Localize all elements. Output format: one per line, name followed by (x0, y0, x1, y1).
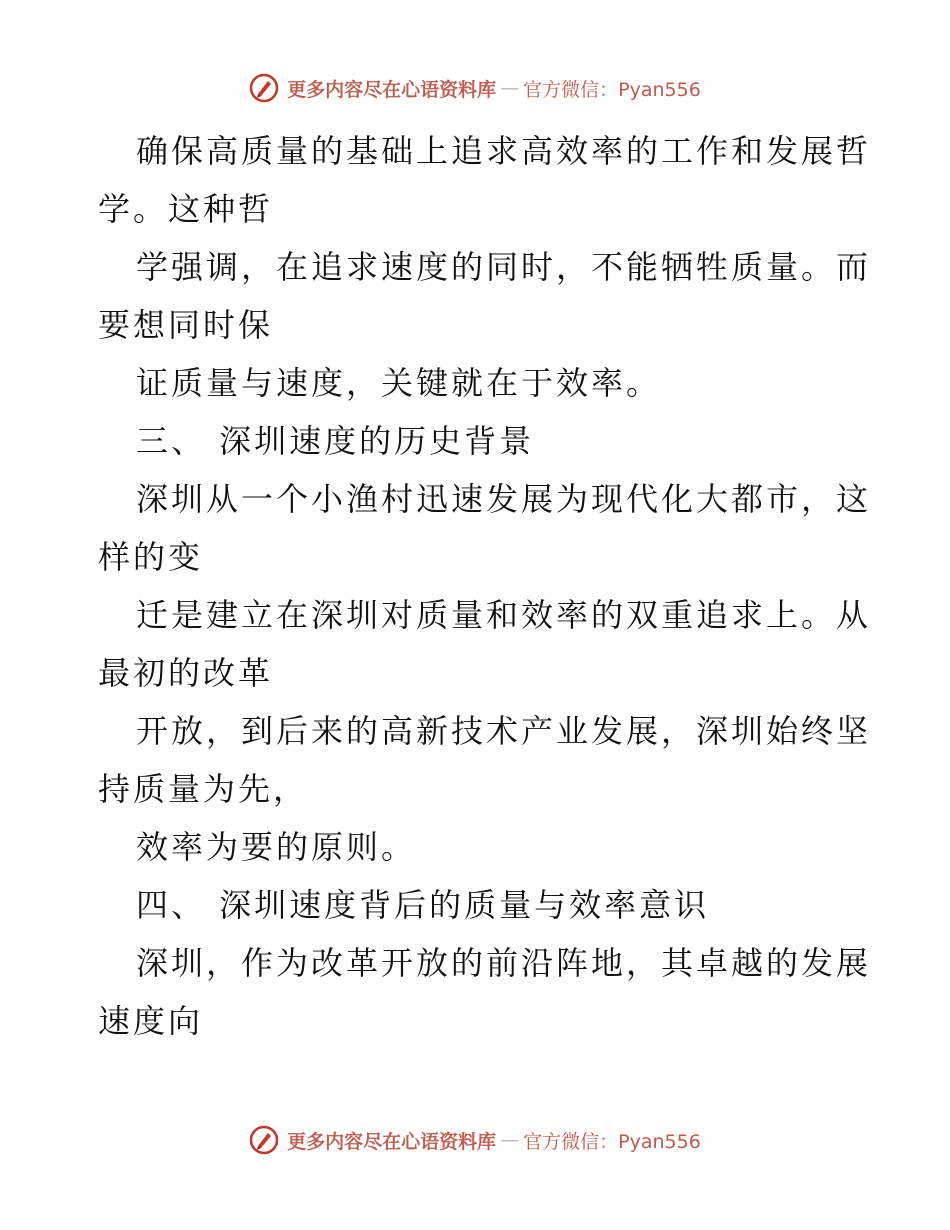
watermark-wechat: 官方微信：Pyan556 (523, 1130, 701, 1153)
text-line: 证质量与速度，关键就在于效率。 (136, 364, 662, 402)
header-watermark (0, 70, 950, 106)
text-line: 样的变 (98, 538, 204, 576)
footer-watermark (0, 1122, 950, 1158)
text-line: 效率为要的原则。 (136, 828, 417, 866)
text-line: 深圳，作为改革开放的前沿阵地，其卓越的发展 (136, 944, 872, 982)
text-line: 开放，到后来的高新技术产业发展，深圳始终坚 (136, 712, 872, 750)
text-line: 深圳从一个小渔村迅速发展为现代化大都市，这 (136, 480, 872, 518)
section-heading: 三、 深圳速度的历史背景 (136, 422, 535, 460)
watermark-text: 更多内容尽在心语资料库 (287, 1130, 497, 1153)
text-line: 速度向 (98, 1002, 204, 1040)
section-heading: 四、 深圳速度背后的质量与效率意识 (136, 886, 710, 924)
text-line: 要想同时保 (98, 306, 274, 344)
watermark-separator: — (500, 77, 520, 99)
text-line: 迁是建立在深圳对质量和效率的双重追求上。从 (136, 596, 872, 634)
pen-logo-icon (249, 73, 279, 103)
watermark-wechat: 官方微信：Pyan556 (523, 78, 701, 101)
watermark-separator: — (500, 1129, 520, 1151)
text-line: 学。这种哲 (98, 190, 274, 228)
text-line: 持质量为先， (98, 770, 309, 808)
text-line: 最初的改革 (98, 654, 274, 692)
watermark-text: 更多内容尽在心语资料库 (287, 78, 497, 101)
pen-logo-icon (249, 1125, 279, 1155)
document-body (98, 122, 872, 1050)
text-line: 学强调，在追求速度的同时，不能牺牲质量。而 (136, 248, 872, 286)
text-line: 确保高质量的基础上追求高效率的工作和发展哲 (136, 132, 872, 170)
